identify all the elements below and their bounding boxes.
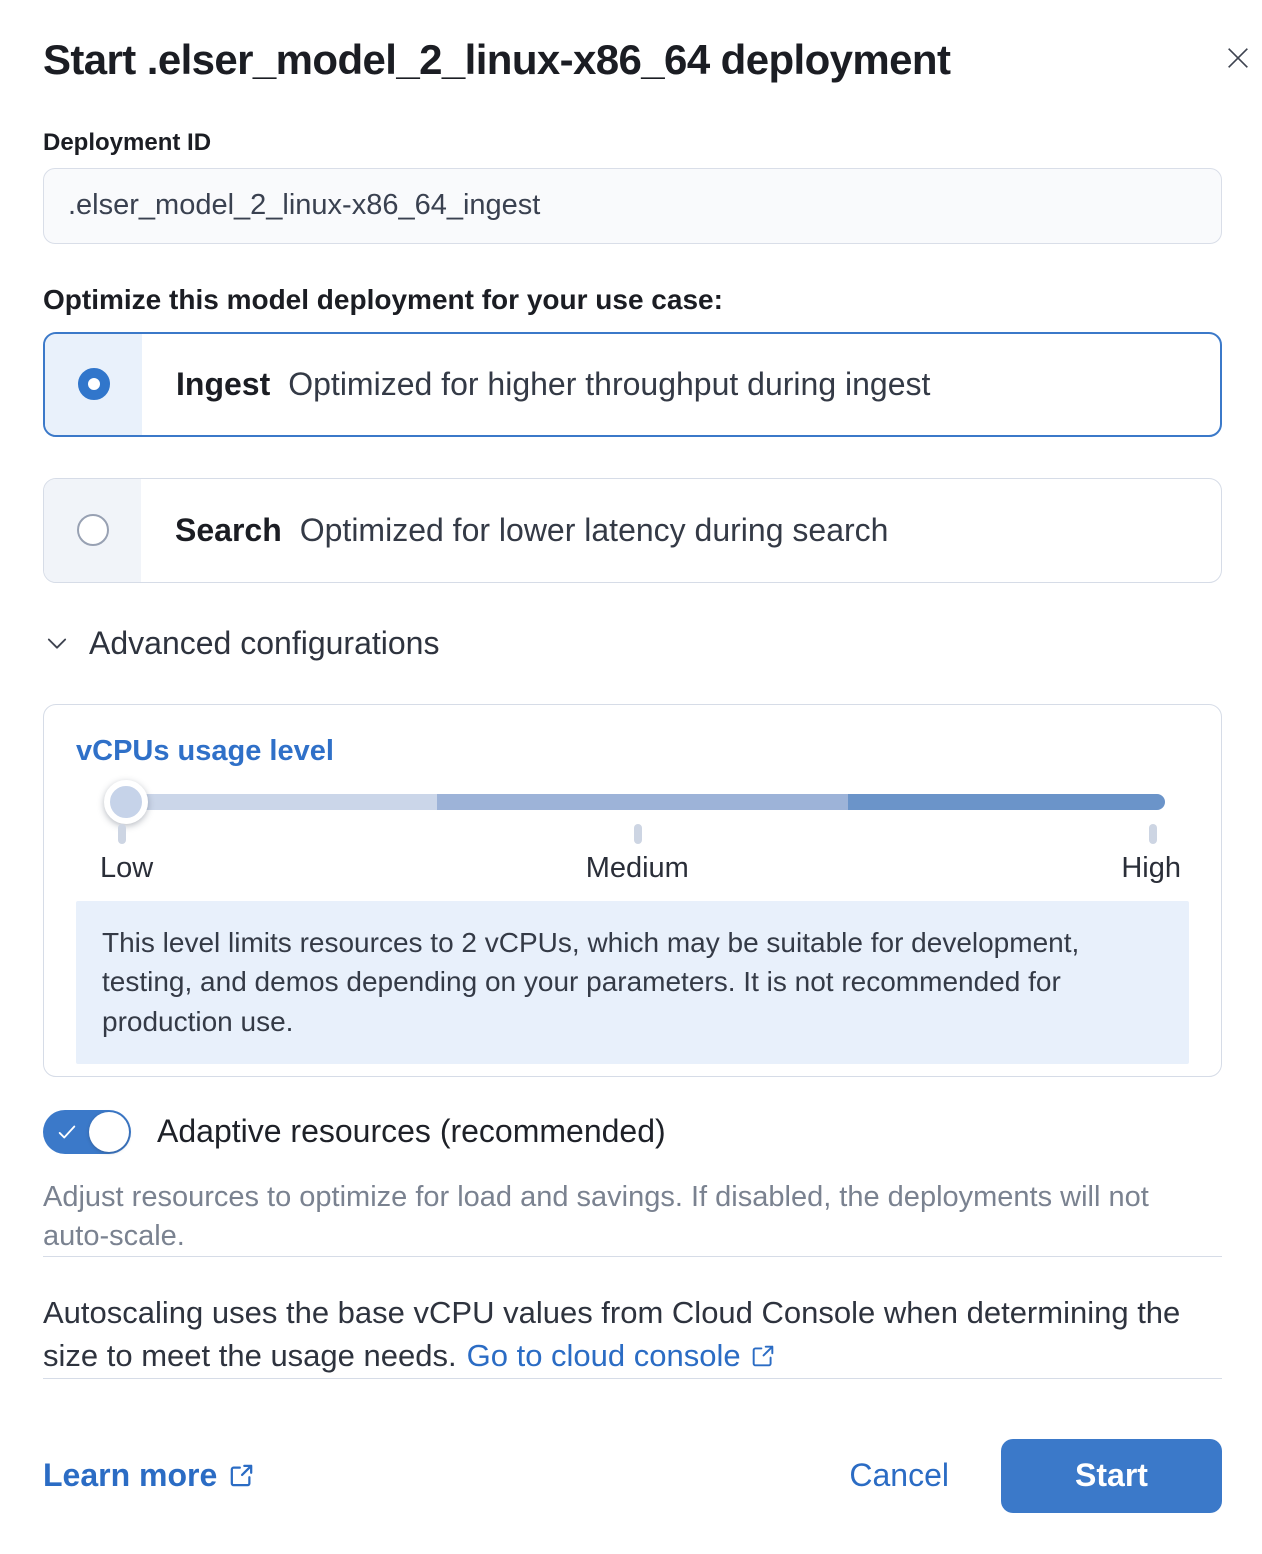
chevron-down-icon: [43, 629, 71, 657]
advanced-configurations-label: Advanced configurations: [89, 624, 440, 661]
start-deployment-modal: [0, 34, 1262, 1513]
autoscaling-note-text: Autoscaling uses the base vCPU values from Cloud Console when determining the size to meet the usage needs.: [43, 1295, 1181, 1374]
vcpus-usage-level-label: vCPUs usage level: [76, 734, 334, 767]
option-card-search[interactable]: [43, 478, 1222, 583]
ingest-option-name: Ingest: [176, 365, 271, 402]
modal-title: Start .elser_model_2_linux-x86_64 deployment: [43, 36, 951, 83]
search-option-name: Search: [175, 511, 282, 548]
slider-segment-high: [848, 794, 1165, 810]
slider-thumb[interactable]: [104, 780, 148, 824]
ingest-option-description: Optimized for higher throughput during ingest: [288, 365, 931, 402]
adaptive-resources-label: Adaptive resources (recommended): [157, 1113, 666, 1150]
toggle-knob: [89, 1112, 129, 1152]
deployment-id-input[interactable]: [43, 168, 1222, 244]
modal-footer: [43, 1439, 1222, 1513]
learn-more-link[interactable]: [43, 1457, 255, 1494]
optimize-use-case-label: Optimize this model deployment for your use case:: [43, 283, 723, 315]
ingest-option-text: [142, 334, 930, 435]
adaptive-resources-toggle[interactable]: [43, 1110, 131, 1154]
vcpu-usage-slider[interactable]: [110, 788, 1165, 844]
close-icon: [1224, 44, 1252, 72]
adaptive-resources-help-text: Adjust resources to optimize for load and savings. If disabled, the deployments will not auto-scale.: [43, 1180, 1149, 1252]
adaptive-resources-row: [43, 1110, 1222, 1154]
slider-label-medium: Medium: [585, 851, 689, 884]
advanced-configurations-accordion[interactable]: [43, 625, 439, 662]
divider-top: [43, 1256, 1222, 1257]
start-button[interactable]: Start: [1001, 1439, 1222, 1513]
close-button[interactable]: [1216, 36, 1260, 80]
slider-tick-low: [118, 824, 126, 844]
slider-track[interactable]: [110, 794, 1165, 810]
slider-tick-high: [1149, 824, 1157, 844]
autoscaling-note: [43, 1291, 1203, 1378]
slider-segment-medium: [437, 794, 848, 810]
cancel-button[interactable]: Cancel: [849, 1457, 949, 1494]
option-card-ingest[interactable]: [43, 332, 1222, 437]
external-link-icon: [750, 1343, 776, 1369]
advanced-configurations-panel: [43, 704, 1222, 1077]
ingest-radio-button[interactable]: [78, 368, 110, 400]
slider-segment-low: [110, 794, 437, 810]
divider-bottom: [43, 1378, 1222, 1379]
go-to-cloud-console-label: Go to cloud console: [466, 1338, 741, 1374]
check-icon: [56, 1121, 78, 1143]
slider-labels: [100, 852, 1181, 885]
search-radio-strip: [44, 479, 141, 582]
search-option-text: [141, 479, 888, 582]
slider-label-high: High: [1121, 851, 1181, 884]
learn-more-label: Learn more: [43, 1457, 218, 1494]
slider-tick-medium: [634, 824, 642, 844]
external-link-icon: [228, 1462, 255, 1489]
ingest-radio-strip: [45, 334, 142, 435]
search-option-description: Optimized for lower latency during search: [299, 511, 889, 548]
vcpu-level-callout: This level limits resources to 2 vCPUs, which may be suitable for development, testing, and demos depending on your parameters. It is not recommended for production use.: [76, 901, 1189, 1064]
slider-label-low: Low: [100, 851, 154, 884]
go-to-cloud-console-link[interactable]: [467, 1338, 776, 1373]
deployment-id-label: Deployment ID: [43, 128, 212, 156]
search-radio-button[interactable]: [77, 514, 109, 546]
